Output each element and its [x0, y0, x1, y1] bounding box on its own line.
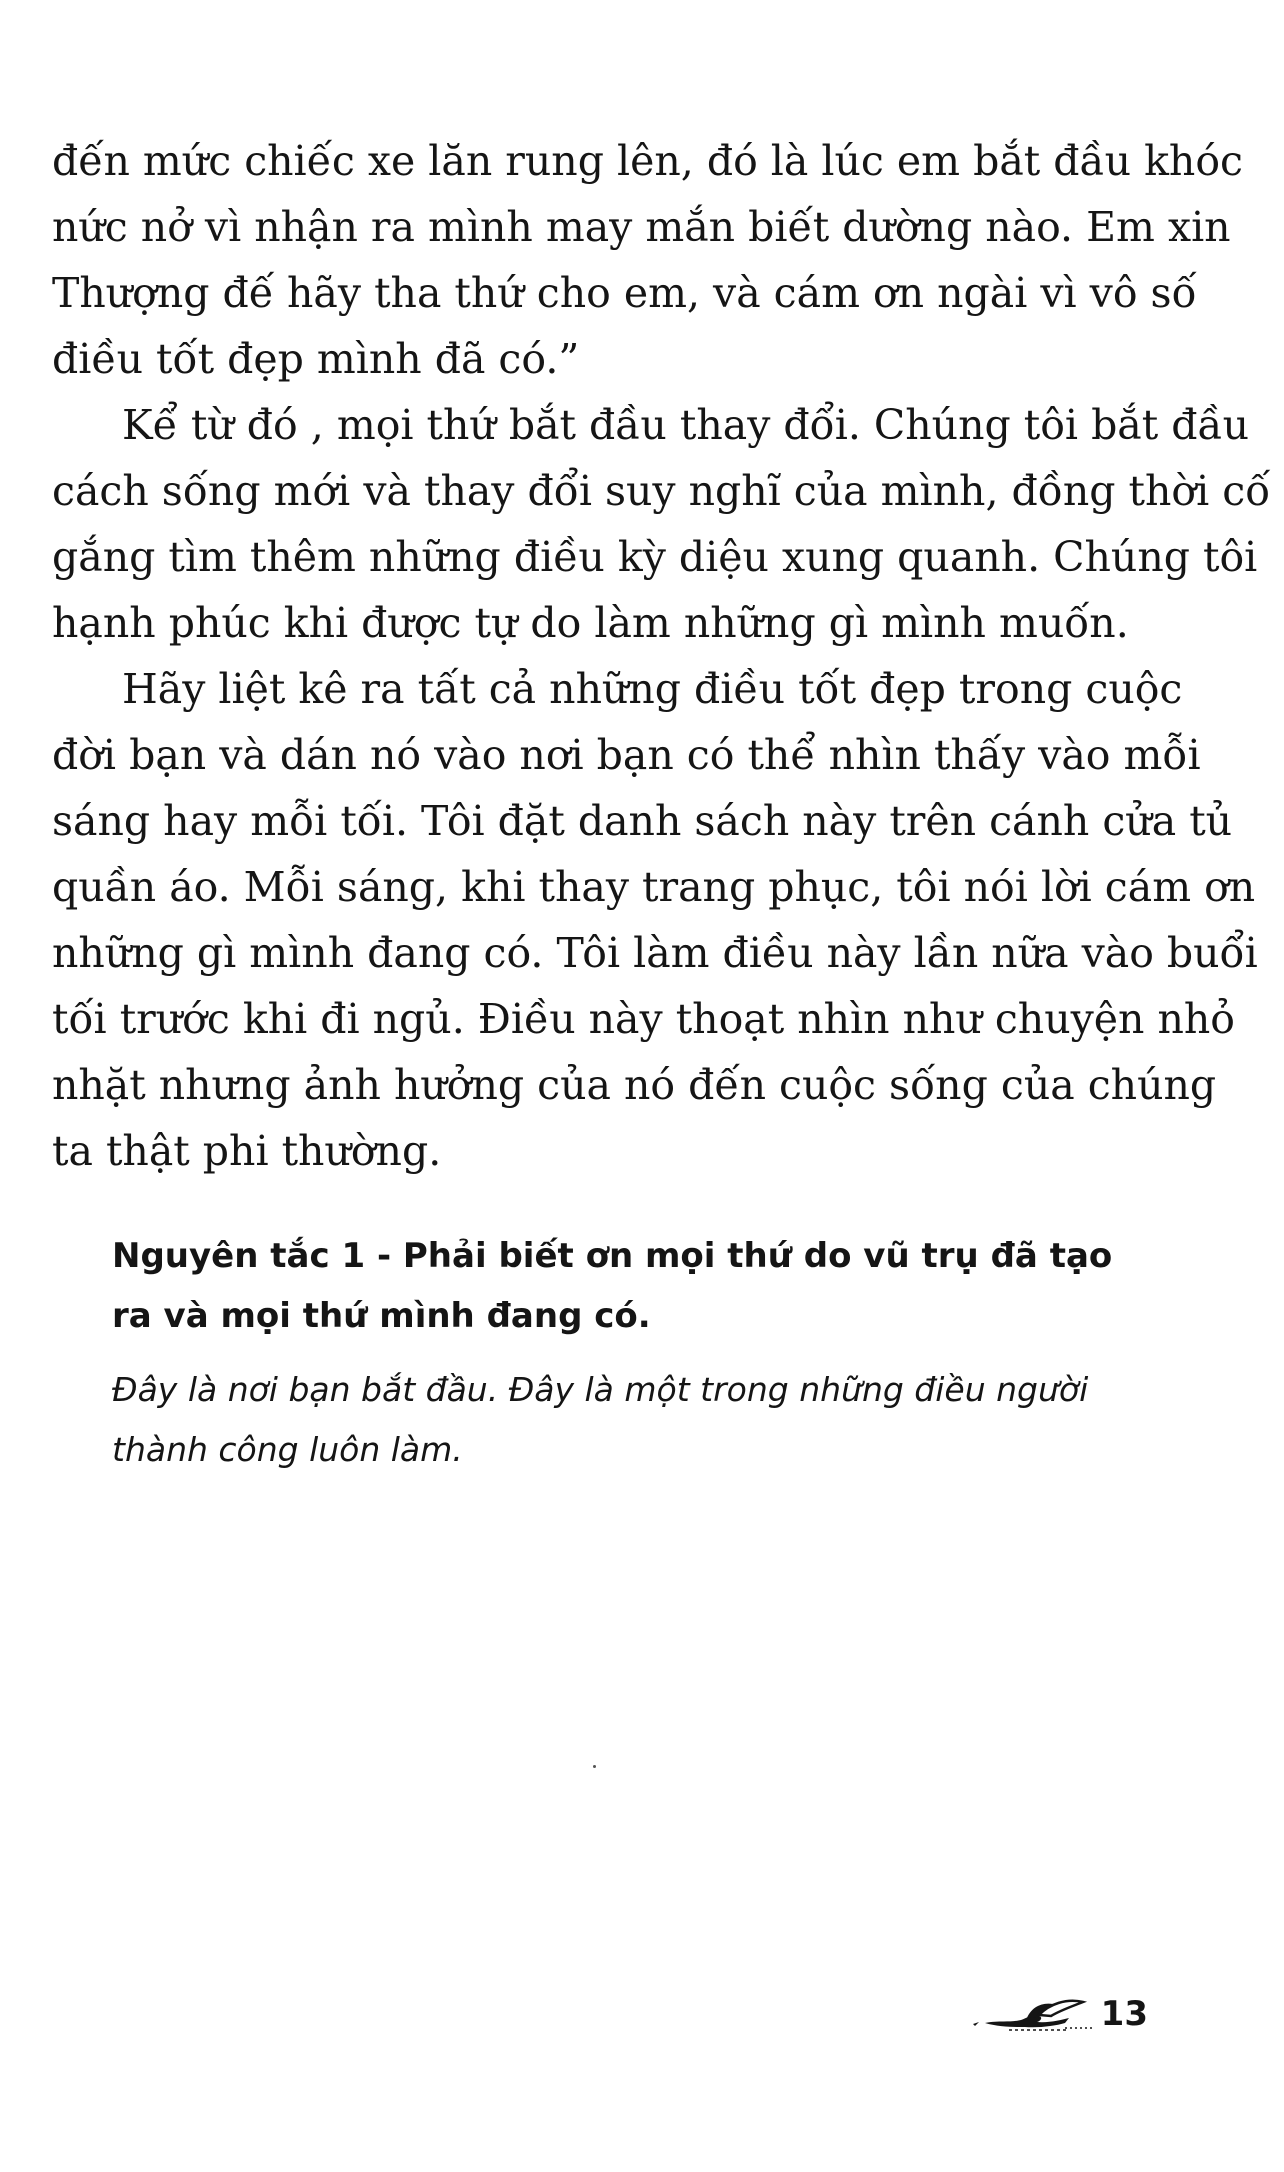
page-footer — [969, 1990, 1148, 2038]
body-text — [52, 128, 1271, 1184]
text-line: sáng hay mỗi tối. Tôi đặt danh sách này trên cánh cửa tủ — [52, 797, 1233, 845]
text-line: đời bạn và dán nó vào nơi bạn có thể nhìn thấy vào mỗi — [52, 731, 1201, 779]
heading-line: ra và mọi thứ mình đang có. — [112, 1296, 651, 1336]
note-line: Đây là nơi bạn bắt đầu. Đây là một trong những điều người — [112, 1370, 1089, 1409]
text-line: tối trước khi đi ngủ. Điều này thoạt nhìn như chuyện nhỏ — [52, 995, 1235, 1043]
text-line: ta thật phi thường. — [52, 1127, 442, 1175]
text-line: gắng tìm thêm những điều kỳ diệu xung quanh. Chúng tôi — [52, 533, 1258, 581]
paragraph-1 — [52, 128, 1243, 392]
swallow-ornament-icon — [969, 1990, 1099, 2038]
paragraph-2 — [52, 392, 1271, 656]
principle-note — [112, 1360, 1122, 1480]
paragraph-3 — [52, 656, 1258, 1184]
text-line: nức nở vì nhận ra mình may mắn biết dường nào. Em xin — [52, 203, 1231, 251]
text-line: cách sống mới và thay đổi suy nghĩ của mình, đồng thời cố — [52, 467, 1271, 515]
text-line: những gì mình đang có. Tôi làm điều này lần nữa vào buổi — [52, 929, 1258, 977]
text-line: hạnh phúc khi được tự do làm những gì mình muốn. — [52, 599, 1129, 647]
text-line: Thượng đế hãy tha thứ cho em, và cám ơn ngài vì vô số — [52, 269, 1197, 317]
text-line: Kể từ đó , mọi thứ bắt đầu thay đổi. Chúng tôi bắt đầu — [122, 401, 1250, 449]
text-line: điều tốt đẹp mình đã có.” — [52, 335, 580, 383]
print-speck — [593, 1765, 596, 1768]
text-line: quần áo. Mỗi sáng, khi thay trang phục, tôi nói lời cám ơn — [52, 863, 1256, 911]
heading-line: Nguyên tắc 1 - Phải biết ơn mọi thứ do vũ trụ đã tạo — [112, 1236, 1113, 1276]
text-line: Hãy liệt kê ra tất cả những điều tốt đẹp trong cuộc — [122, 665, 1183, 713]
text-line: đến mức chiếc xe lăn rung lên, đó là lúc em bắt đầu khóc — [52, 137, 1243, 185]
page-number: 13 — [1100, 1994, 1148, 2034]
text-line: nhặt nhưng ảnh hưởng của nó đến cuộc sống của chúng — [52, 1061, 1217, 1109]
note-line: thành công luôn làm. — [112, 1430, 463, 1469]
principle-heading — [112, 1226, 1112, 1346]
